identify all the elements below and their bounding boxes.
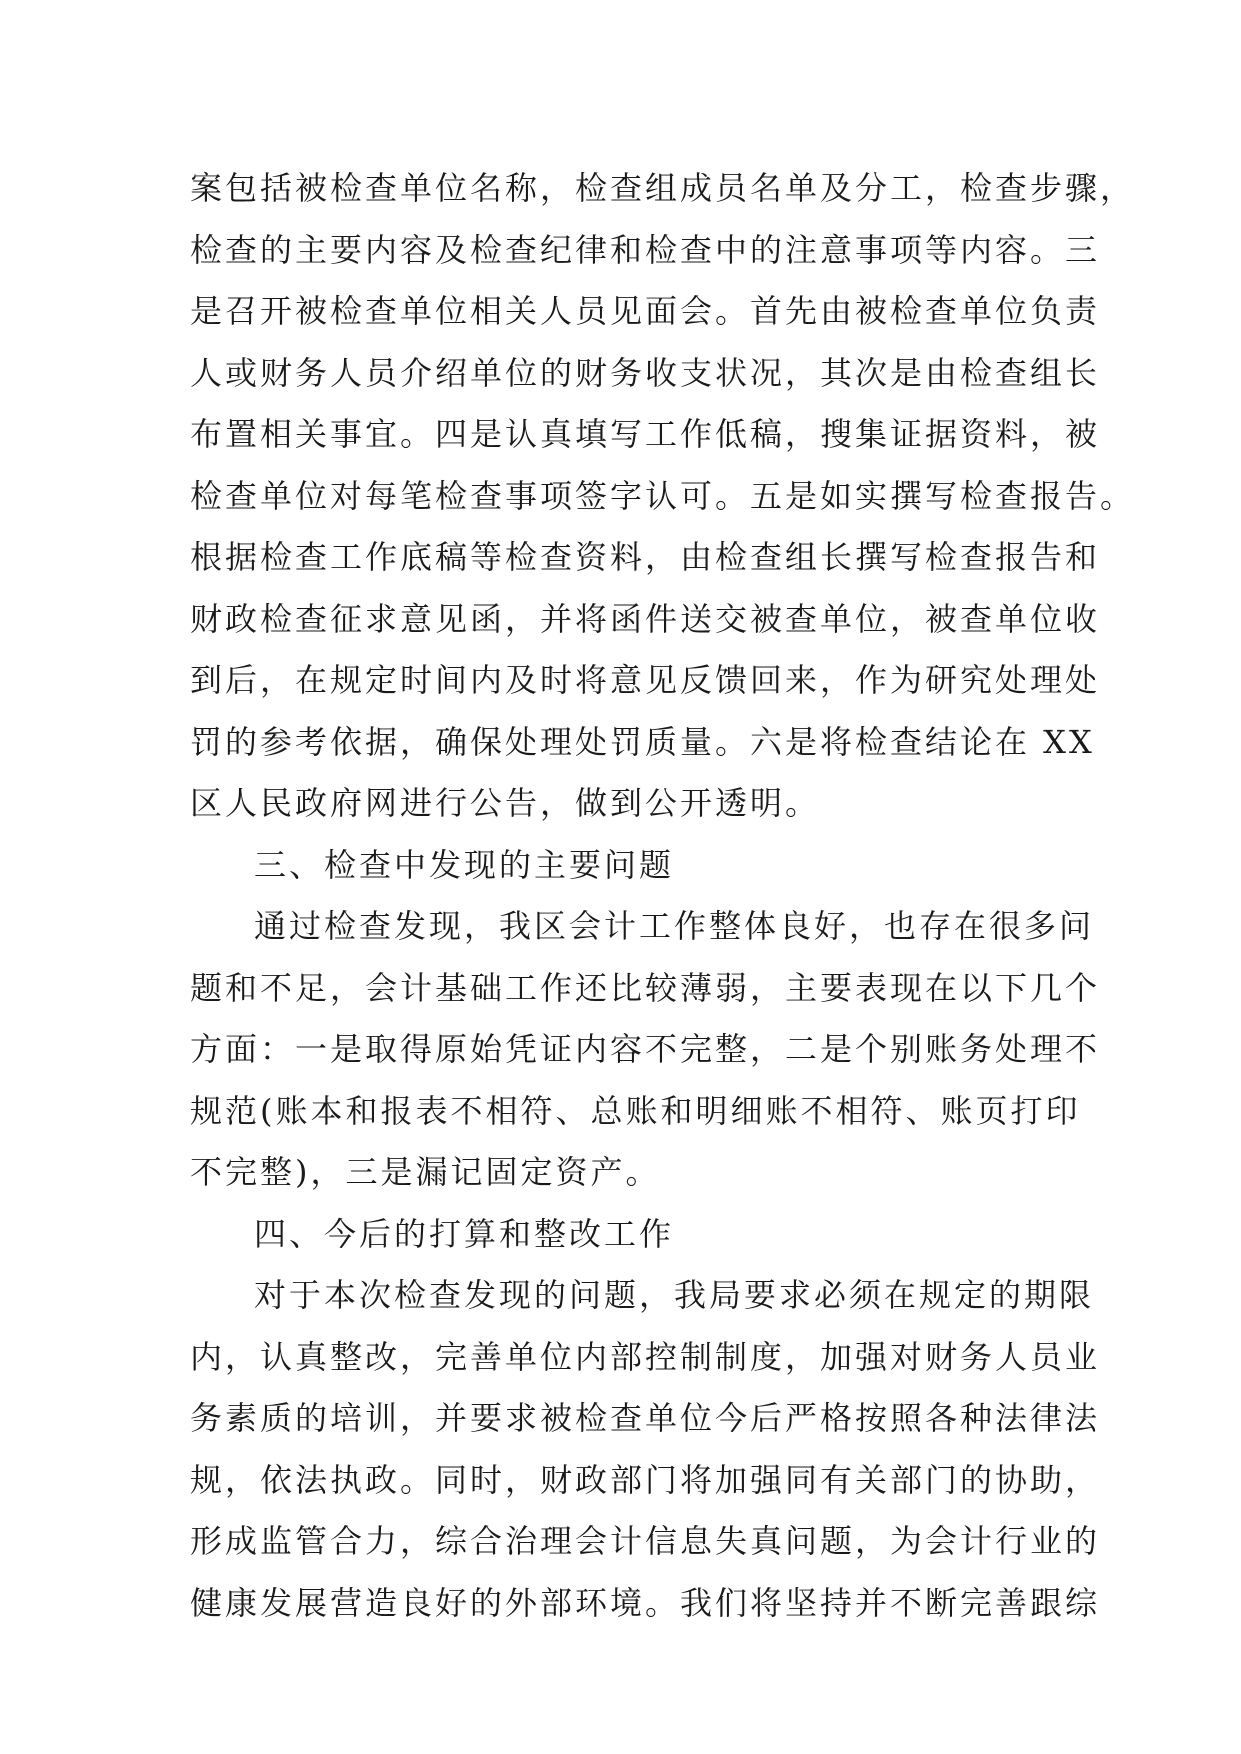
text-line: 不完整)，三是漏记固定资产。: [190, 1153, 661, 1191]
text-line: 内，认真整改，完善单位内部控制制度，加强对财务人员业: [190, 1337, 1101, 1376]
text-line: 人或财务人员介绍单位的财务收支状况，其次是由检查组长: [190, 353, 1101, 392]
text-line: 检查单位对每笔检查事项签字认可。五是如实撰写检查报告。: [190, 476, 1136, 515]
text-line: 对于本次检查发现的问题，我局要求必须在规定的期限: [254, 1276, 1095, 1314]
section-heading: 三、检查中发现的主要问题: [254, 845, 675, 884]
text-line: 是召开被检查单位相关人员见面会。首先由被检查单位负责: [190, 292, 1101, 330]
text-line: 根据检查工作底稿等检查资料，由检查组长撰写检查报告和: [190, 538, 1101, 576]
text-line: 方面：一是取得原始凭证内容不完整，二是个别账务处理不: [190, 1030, 1101, 1068]
text-line: 区人民政府网进行公告，做到公开透明。: [190, 784, 821, 822]
text-line: 到后，在规定时间内及时将意见反馈回来，作为研究处理处: [190, 661, 1101, 699]
text-line: 健康发展营造良好的外部环境。我们将坚持并不断完善跟综: [190, 1583, 1101, 1622]
text-line: 布置相关事宜。四是认真填写工作低稿，搜集证据资料，被: [190, 415, 1101, 453]
text-line: 案包括被检查单位名称，检查组成员名单及分工，检查步骤，: [190, 169, 1136, 207]
section-heading: 四、今后的打算和整改工作: [254, 1214, 675, 1253]
text-line: 规，依法执政。同时，财政部门将加强同有关部门的协助，: [190, 1460, 1101, 1499]
document-body: [190, 158, 1136, 1634]
text-line: 检查的主要内容及检查纪律和检查中的注意事项等内容。三: [190, 230, 1101, 269]
text-line: 形成监管合力，综合治理会计信息失真问题，为会计行业的: [190, 1522, 1101, 1560]
text-line: 罚的参考依据，确保处理处罚质量。六是将检查结论在 XX: [190, 722, 1095, 761]
text-line: 题和不足，会计基础工作还比较薄弱，主要表现在以下几个: [190, 968, 1101, 1007]
text-line: 规范(账本和报表不相符、总账和明细账不相符、账页打印: [190, 1091, 1081, 1130]
text-line: 务素质的培训，并要求被检查单位今后严格按照各种法律法: [190, 1399, 1101, 1437]
text-line: 财政检查征求意见函，并将函件送交被查单位，被查单位收: [190, 599, 1101, 638]
text-line: 通过检查发现，我区会计工作整体良好，也存在很多问: [254, 907, 1095, 945]
